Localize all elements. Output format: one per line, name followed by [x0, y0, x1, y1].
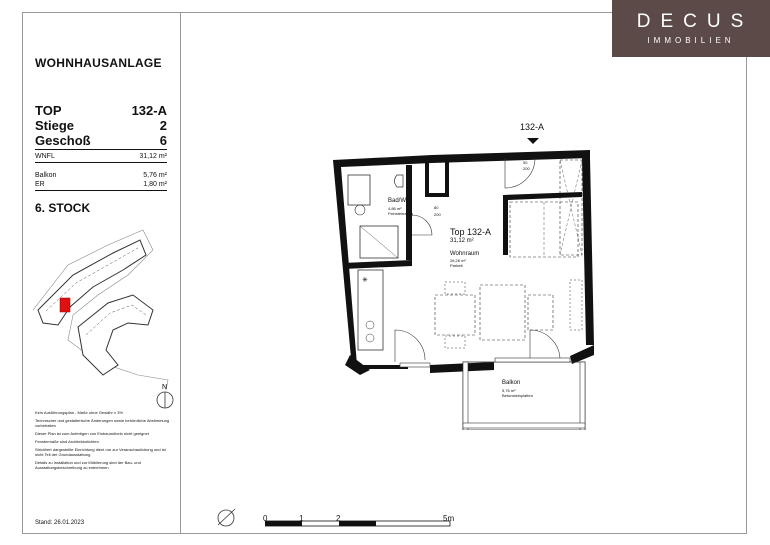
- scale-2: 2: [336, 514, 341, 523]
- unit-name: Top 132-A: [450, 227, 492, 237]
- door1-height: 200: [434, 212, 441, 217]
- entrance-marker: [527, 138, 539, 144]
- rule: [35, 190, 167, 191]
- bath-tub: [348, 175, 370, 205]
- floor-label: 6. STOCK: [35, 201, 91, 215]
- wohn-area: 26,26 m²: [450, 258, 466, 263]
- scale-1: 1: [299, 514, 304, 523]
- bathroom-wall: [343, 260, 412, 269]
- outer-wall-bottom: [430, 362, 494, 373]
- sofa: [480, 285, 525, 340]
- balkon-floor: Betonsteinplatten: [502, 393, 533, 398]
- stiege-label: Stiege: [35, 118, 75, 133]
- brand-subtitle: IMMOBILIEN: [647, 36, 735, 45]
- bad-area: 4,86 m²: [388, 206, 402, 211]
- building-wing-south: [78, 295, 153, 375]
- er-label: ER: [35, 181, 45, 188]
- key-plan: [28, 215, 173, 390]
- door2-width: 90: [523, 160, 528, 165]
- washbasin: [355, 205, 365, 215]
- outer-wall-right: [582, 158, 594, 345]
- wohn-floor: Parkett: [450, 263, 463, 268]
- balkon-value: 5,76 m²: [143, 172, 167, 179]
- partition-wall: [503, 192, 582, 255]
- balkon-area: 5,76 m²: [502, 388, 516, 393]
- stand-date: Stand: 26.01.2023: [35, 520, 85, 526]
- note: Technischer und gestalterische Änderungen sowie behördliche Abstimmung vorbehalten: [35, 418, 170, 428]
- wohn-name: Wohnraum: [450, 251, 480, 257]
- door1-width: 80: [434, 205, 439, 210]
- project-title: WOHNHAUSANLAGE: [35, 56, 162, 70]
- window: [495, 358, 570, 362]
- bad-name: Bad/WC: [388, 198, 411, 204]
- er-value: 1,80 m²: [143, 181, 167, 188]
- wnfl-value: 31,12 m²: [139, 153, 167, 160]
- balkon-name: Balkon: [502, 380, 521, 386]
- balcony-door: [530, 330, 560, 362]
- scale-5: 5m: [443, 514, 455, 523]
- top-value: 132-A: [131, 103, 167, 118]
- floor-plan: [320, 130, 600, 430]
- shaft-wall: [445, 157, 449, 197]
- note: Dieser Plan ist zum Anfertigen von Einbaumöbeln nicht geeignet: [35, 431, 149, 436]
- top-label: TOP: [35, 103, 62, 118]
- balkon-label: Balkon: [35, 172, 57, 179]
- er-row: [35, 180, 167, 189]
- brand-logo: [612, 0, 770, 57]
- note: Kein Ausführungsplan - Maße ohne Gewähr ± 3%: [35, 410, 124, 415]
- geschoss-label: Geschoß: [35, 133, 91, 148]
- top-reference: 132-A: [520, 122, 545, 132]
- dining-table: [435, 295, 475, 335]
- brand-name: DECUS: [636, 11, 754, 32]
- bad-floor: Feinsteinzeug: [388, 211, 413, 216]
- note: Strichliert dargestellte Einrichtung dient nur zur Veranschaulichung und ist nicht Teil der Grundausstattung: [35, 447, 166, 457]
- entrance-door: [505, 158, 535, 188]
- bath-door: [412, 215, 432, 235]
- geschoss-row: [35, 133, 167, 148]
- wnfl-row: [35, 152, 167, 161]
- note: Details zu Installation und zur Möblierung sind der Bau- und Ausstattungsbeschreibung zu entnehmen: [35, 460, 141, 470]
- svg-text:✳: ✳: [362, 277, 368, 284]
- top-row: [35, 103, 167, 118]
- outer-wall-bottom-right: [570, 345, 594, 364]
- note: Fenstermaße sind Architekturlichten: [35, 439, 99, 444]
- stiege-value: 2: [159, 118, 167, 133]
- wnfl-label: WNFL: [35, 153, 55, 160]
- compass-letter: N: [162, 384, 168, 391]
- scale-0: 0: [263, 514, 268, 523]
- scale-bar: [265, 520, 455, 528]
- sheet-divider: [180, 12, 181, 534]
- outer-wall-top: [432, 150, 590, 163]
- balkon-row: [35, 171, 167, 180]
- compass-rose: [153, 382, 177, 410]
- geschoss-value: 6: [159, 133, 167, 148]
- compass-small: [213, 505, 239, 531]
- toilet: [395, 175, 404, 187]
- window: [400, 363, 430, 367]
- window-swing: [395, 330, 425, 362]
- info-sidebar: [35, 40, 167, 215]
- unit-area: 31,12 m²: [450, 238, 474, 244]
- rule: [35, 149, 167, 150]
- shaft-wall: [425, 157, 429, 197]
- door2-height: 200: [523, 166, 530, 171]
- notes: [35, 410, 170, 473]
- unit-highlight: [60, 298, 70, 312]
- rule: [35, 162, 167, 163]
- stiege-row: [35, 118, 167, 133]
- shaft-wall: [425, 193, 449, 197]
